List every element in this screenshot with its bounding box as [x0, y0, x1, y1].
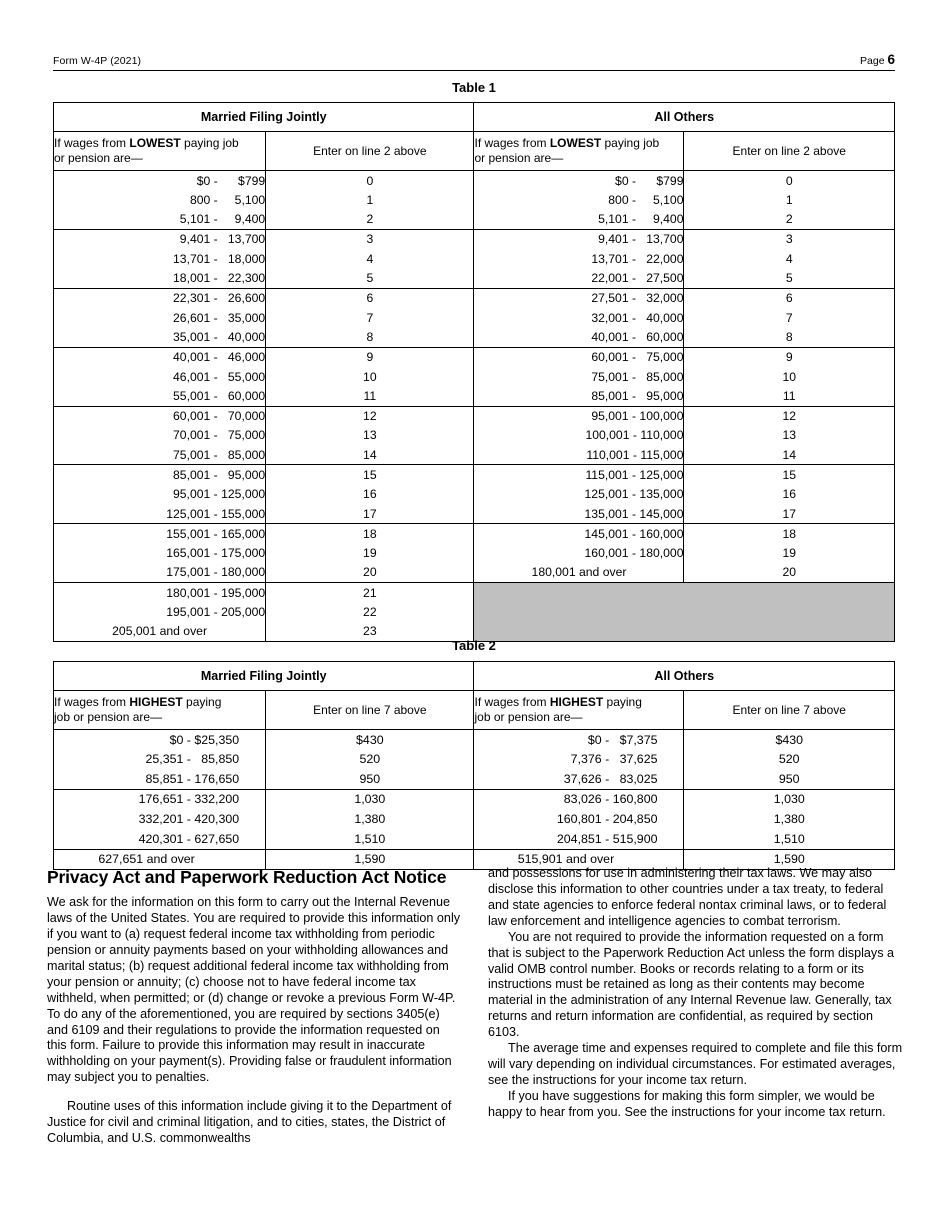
- page-word: Page: [860, 55, 885, 67]
- married-range-cell: 13,701 - 18,000: [54, 249, 266, 268]
- others-range-cell: 40,001 - 60,000: [474, 327, 684, 347]
- others-value-cell: 12: [782, 409, 797, 424]
- others-value-caption: Enter on line 2 above: [684, 132, 894, 171]
- married-value-cell: 1,030: [266, 789, 474, 809]
- others-value-cell: 4: [785, 251, 793, 266]
- notice-right-body: [488, 866, 903, 1121]
- others-range-cell: 32,001 - 40,000: [474, 308, 684, 327]
- others-value-cell: 9: [785, 350, 793, 365]
- notice-left-column: [47, 866, 462, 1147]
- married-range-cell: 26,601 - 35,000: [54, 308, 266, 327]
- others-range-cell: $0 - $799: [474, 171, 684, 191]
- others-range-cell: 100,001 - 110,000: [474, 426, 684, 445]
- privacy-act-notice: [47, 866, 903, 1147]
- others-range-cell: 800 - 5,100: [474, 190, 684, 209]
- notice-heading: Privacy Act and Paperwork Reduction Act Notice: [47, 867, 447, 887]
- others-value-cell: 15: [782, 468, 797, 482]
- others-value-caption: Enter on line 7 above: [684, 691, 894, 730]
- others-range-cell: 125,001 - 135,000: [474, 485, 684, 504]
- others-range-cell: 180,001 and over: [474, 563, 684, 583]
- others-range-cell: 145,001 - 160,000: [474, 524, 684, 544]
- married-value-cell: 7: [266, 308, 474, 327]
- married-value-cell: 16: [266, 485, 474, 504]
- married-range-caption: If wages from LOWEST paying job or pension are—: [54, 132, 266, 171]
- others-range-cell: 22,001 - 27,500: [474, 268, 684, 288]
- married-range-cell: 627,651 and over: [54, 849, 266, 869]
- table-row: [54, 769, 894, 789]
- others-value-cell: 2: [684, 210, 894, 230]
- married-filing-jointly-header: Married Filing Jointly: [54, 662, 474, 691]
- married-value-cell: 22: [266, 603, 474, 622]
- others-range-cell: 515,901 and over: [474, 849, 684, 869]
- others-value-cell: 1: [785, 192, 793, 207]
- married-value-cell: 21: [266, 583, 474, 603]
- others-value-cell: 1,380: [773, 811, 805, 826]
- married-range-cell: 800 - 5,100: [54, 190, 266, 209]
- others-range-cell: 5,101 - 9,400: [474, 210, 684, 230]
- married-value-cell: 4: [266, 249, 474, 268]
- others-value-cell: 3: [785, 232, 793, 247]
- married-range-cell: 95,001 - 125,000: [54, 485, 266, 504]
- married-value-caption: Enter on line 2 above: [266, 132, 474, 171]
- married-value-cell: 520: [266, 750, 474, 770]
- others-range-cell: 204,851 - 515,900: [474, 829, 684, 849]
- married-range-cell: 22,301 - 26,600: [54, 288, 266, 308]
- married-value-cell: 0: [266, 171, 474, 191]
- married-value-cell: 11: [266, 386, 474, 406]
- married-range-cell: 85,001 - 95,000: [54, 465, 266, 485]
- married-value-cell: 1,380: [266, 809, 474, 829]
- married-range-cell: 195,001 - 205,000: [54, 603, 266, 622]
- table1: [53, 102, 895, 642]
- others-value-cell: 14: [684, 445, 894, 465]
- others-value-cell: 0: [785, 173, 793, 188]
- married-value-cell: 1,510: [266, 829, 474, 849]
- married-range-cell: 55,001 - 60,000: [54, 386, 266, 406]
- others-value-cell: 1,030: [773, 792, 805, 807]
- married-filing-jointly-header: Married Filing Jointly: [54, 103, 474, 132]
- others-range-cell: 37,626 - 83,025: [474, 769, 684, 789]
- table-row: [54, 809, 894, 829]
- married-value-cell: 17: [266, 504, 474, 524]
- married-range-cell: 18,001 - 22,300: [54, 268, 266, 288]
- others-range-cell: 13,701 - 22,000: [474, 249, 684, 268]
- married-range-cell: 165,001 - 175,000: [54, 544, 266, 563]
- table-row: [54, 730, 894, 750]
- married-range-cell: 46,001 - 55,000: [54, 367, 266, 386]
- notice-paragraph: We ask for the information on this form to carry out the Internal Revenue laws of the United States. You are required to provide this information only if you want to (a) request federal income tax withholding from periodic pension or annuity payments based on your withholding allowances and marital status; (b) request additional federal income tax withholding from your pension or annuity; (c) choose not to have federal income tax withheld, when permitted; or (d) change or revoke a previous Form W-4P. To do any of the aforementioned, you are required by sections 3405(e) and 6109 and their regulations to provide the information requested on this form. Failure to provide this information may result in inaccurate withholding on your payment(s). Providing false or fraudulent information may subject you to penalties.: [47, 895, 461, 1085]
- notice-paragraph: The average time and expenses required to complete and file this form will vary depending on individual circumstances. For estimated averages, see the instructions for your income tax return.: [488, 1041, 903, 1087]
- others-range-cell: 160,801 - 204,850: [474, 809, 684, 829]
- married-value-cell: 19: [266, 544, 474, 563]
- married-range-cell: 25,351 - 85,850: [54, 750, 266, 770]
- others-value-cell: 18: [782, 526, 797, 541]
- married-range-cell: 155,001 - 165,000: [54, 524, 266, 544]
- married-range-cell: 60,001 - 70,000: [54, 406, 266, 426]
- notice-paragraph: and possessions for use in administering their tax laws. We may also disclose this information to other countries under a tax treaty, to federal and state agencies to enforce federal nontax criminal laws, or to federal law enforcement and intelligence agencies to combat terrorism.: [488, 866, 887, 928]
- married-range-cell: 75,001 - 85,000: [54, 445, 266, 465]
- others-range-cell: 75,001 - 85,000: [474, 367, 684, 386]
- running-head: [53, 52, 895, 71]
- table-row: [54, 829, 894, 849]
- married-value-cell: 12: [266, 406, 474, 426]
- table-row: [54, 190, 894, 209]
- married-range-cell: 9,401 - 13,700: [54, 229, 266, 249]
- table-row: [54, 485, 894, 504]
- notice-paragraph: You are not required to provide the information requested on a form that is subject to the Paperwork Reduction Act unless the form displays a valid OMB control number. Books or records relating to a form or its instructions must be retained as long as their contents may become material in the administration of any Internal Revenue law. Generally, tax returns and return information are confidential, as required by section 6103.: [488, 929, 895, 1040]
- married-range-cell: 125,001 - 155,000: [54, 504, 266, 524]
- page-number-label: [860, 52, 895, 67]
- married-value-cell: 950: [266, 769, 474, 789]
- notice-right-column: [488, 866, 903, 1147]
- notice-paragraph: Routine uses of this information include giving it to the Department of Justice for civil and criminal litigation, and to cities, states, the District of Columbia, and U.S. commonwealths: [47, 1099, 452, 1146]
- table-row: [54, 406, 894, 426]
- shaded-empty-block: [474, 583, 894, 641]
- table-row: [54, 210, 894, 230]
- table-row: [54, 327, 894, 347]
- others-range-cell: 9,401 - 13,700: [474, 229, 684, 249]
- married-value-cell: 8: [266, 327, 474, 347]
- table-row: [54, 789, 894, 809]
- table-row: [54, 465, 894, 485]
- table-row: [54, 750, 894, 770]
- married-value-cell: 9: [266, 347, 474, 367]
- others-value-cell: 950: [684, 769, 894, 789]
- married-value-caption: Enter on line 7 above: [266, 691, 474, 730]
- others-value-cell: 5: [684, 268, 894, 288]
- married-value-cell: 13: [266, 426, 474, 445]
- married-range-cell: 175,001 - 180,000: [54, 563, 266, 583]
- married-range-caption: If wages from HIGHEST paying job or pension are—: [54, 691, 266, 730]
- column-caption-row: [54, 691, 894, 730]
- others-range-cell: 85,001 - 95,000: [474, 386, 684, 406]
- page-number: 6: [887, 52, 895, 67]
- others-value-cell: 1,590: [773, 852, 805, 867]
- all-others-header: All Others: [474, 103, 894, 132]
- table-row: [54, 544, 894, 563]
- others-range-cell: 95,001 - 100,000: [474, 406, 684, 426]
- married-range-cell: 5,101 - 9,400: [54, 210, 266, 230]
- others-range-cell: 135,001 - 145,000: [474, 504, 684, 524]
- table-row: [54, 504, 894, 524]
- filing-status-header-row: [54, 662, 894, 691]
- married-range-cell: 420,301 - 627,650: [54, 829, 266, 849]
- others-value-cell: 19: [782, 546, 797, 561]
- table-row: [54, 171, 894, 191]
- others-value-cell: $430: [775, 732, 804, 747]
- married-value-cell: 20: [266, 563, 474, 583]
- married-value-cell: 15: [266, 465, 474, 485]
- married-range-cell: 70,001 - 75,000: [54, 426, 266, 445]
- married-range-cell: $0 - $25,350: [54, 730, 266, 750]
- married-range-cell: 35,001 - 40,000: [54, 327, 266, 347]
- married-range-cell: 180,001 - 195,000: [54, 583, 266, 603]
- notice-paragraph: If you have suggestions for making this form simpler, we would be happy to hear from you. See the instructions for your income tax return.: [488, 1088, 886, 1119]
- others-range-cell: 27,501 - 32,000: [474, 288, 684, 308]
- married-value-cell: 10: [266, 367, 474, 386]
- married-range-cell: 205,001 and over: [54, 622, 266, 641]
- others-value-cell: 7: [785, 310, 793, 325]
- table-row: [54, 268, 894, 288]
- others-value-cell: 13: [782, 428, 797, 443]
- others-value-cell: 10: [782, 369, 797, 384]
- married-value-cell: 1: [266, 190, 474, 209]
- table1-title: Table 1: [452, 80, 496, 95]
- table-row: [54, 229, 894, 249]
- table-row: [54, 288, 894, 308]
- others-range-cell: 160,001 - 180,000: [474, 544, 684, 563]
- table-row: [54, 367, 894, 386]
- married-range-cell: 40,001 - 46,000: [54, 347, 266, 367]
- others-range-cell: 60,001 - 75,000: [474, 347, 684, 367]
- table-row: [54, 386, 894, 406]
- married-range-cell: 176,651 - 332,200: [54, 789, 266, 809]
- married-value-cell: $430: [266, 730, 474, 750]
- notice-left-body: [47, 895, 462, 1147]
- others-value-cell: 20: [684, 563, 894, 583]
- all-others-header: All Others: [474, 662, 894, 691]
- column-caption-row: [54, 132, 894, 171]
- others-value-cell: 11: [684, 386, 894, 406]
- table-row: [54, 445, 894, 465]
- filing-status-header-row: [54, 103, 894, 132]
- others-range-caption: If wages from HIGHEST paying job or pension are—: [474, 691, 684, 730]
- others-value-cell: 1,510: [684, 829, 894, 849]
- table-row: [54, 347, 894, 367]
- married-value-cell: 23: [266, 622, 474, 641]
- others-range-cell: 83,026 - 160,800: [474, 789, 684, 809]
- table-row: [54, 308, 894, 327]
- table-row: [54, 426, 894, 445]
- others-value-cell: 6: [785, 291, 793, 306]
- married-range-cell: $0 - $799: [54, 171, 266, 191]
- others-range-cell: 115,001 - 125,000: [474, 465, 684, 485]
- married-value-cell: 3: [266, 229, 474, 249]
- table-row: [54, 524, 894, 544]
- table2-title: Table 2: [452, 638, 496, 653]
- table-row: [54, 563, 894, 583]
- table-row: [54, 249, 894, 268]
- married-value-cell: 14: [266, 445, 474, 465]
- married-range-cell: 332,201 - 420,300: [54, 809, 266, 829]
- others-range-cell: $0 - $7,375: [474, 730, 684, 750]
- form-identifier: Form W-4P (2021): [53, 55, 142, 67]
- table2: [53, 661, 895, 870]
- others-value-cell: 16: [782, 487, 797, 502]
- others-range-cell: 7,376 - 37,625: [474, 750, 684, 770]
- married-range-cell: 85,851 - 176,650: [54, 769, 266, 789]
- others-value-cell: 17: [684, 504, 894, 524]
- table-row: [54, 583, 894, 603]
- married-value-cell: 2: [266, 210, 474, 230]
- others-value-cell: 8: [684, 327, 894, 347]
- others-range-cell: 110,001 - 115,000: [474, 445, 684, 465]
- married-value-cell: 6: [266, 288, 474, 308]
- married-value-cell: 18: [266, 524, 474, 544]
- others-value-cell: 520: [778, 752, 800, 767]
- married-value-cell: 1,590: [266, 849, 474, 869]
- others-range-caption: If wages from LOWEST paying job or pension are—: [474, 132, 684, 171]
- married-value-cell: 5: [266, 268, 474, 288]
